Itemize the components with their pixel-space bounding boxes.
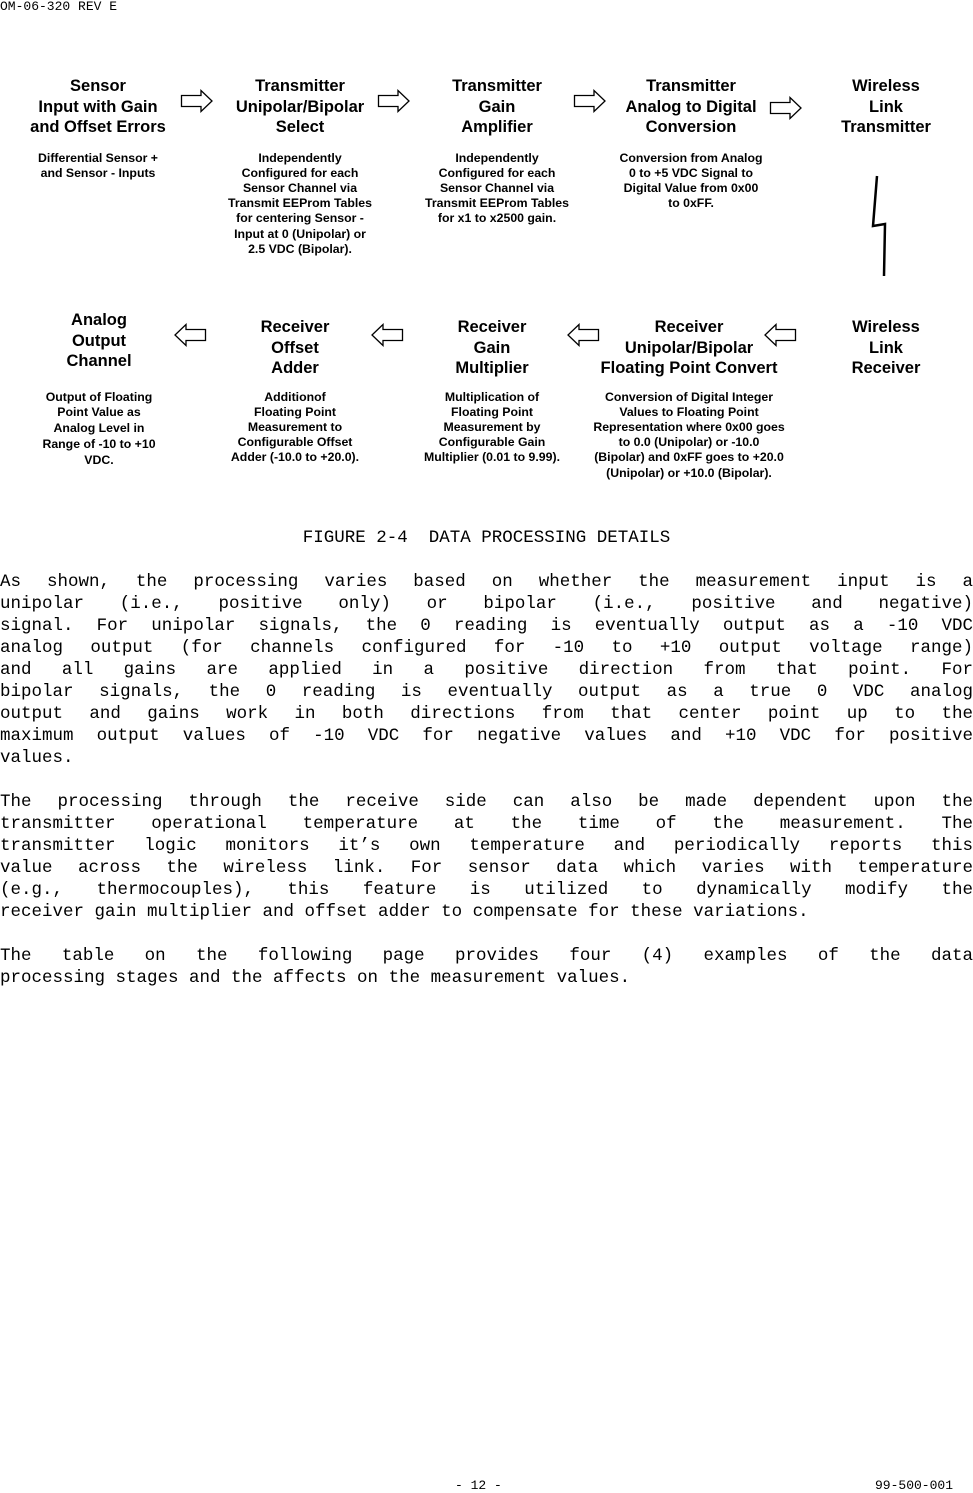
text-line: and all gains are applied in a positive direction from that point. For <box>0 660 973 680</box>
left-arrow-icon <box>173 323 207 347</box>
block-title: Transmitter Gain Amplifier <box>452 77 542 136</box>
text-line: receiver gain multiplier and offset adder to compensate for these variations. <box>0 902 809 922</box>
text-line: processing stages and the affects on the measurement values. <box>0 968 631 988</box>
text-line: As shown, the processing varies based on whether the measurement input is a <box>0 572 973 592</box>
block-sensor-input <box>2 76 194 181</box>
block-receiver-offset-adder <box>205 317 385 466</box>
text-line: maximum output values of -10 VDC for negative values and +10 VDC for positive <box>0 726 973 746</box>
text-line: unipolar (i.e., positive only) or bipolar (i.e., positive and negative) <box>0 594 973 614</box>
block-title: Receiver Offset Adder <box>260 318 330 377</box>
block-receiver-gain-multiplier <box>402 317 582 466</box>
text-line: (e.g., thermocouples), this feature is utilized to dynamically modify the <box>0 880 973 900</box>
block-description: Conversion from Analog 0 to +5 VDC Signal to Digital Value from 0x00 to 0xFF. <box>619 150 763 211</box>
block-title: Transmitter Analog to Digital Conversion <box>625 77 757 136</box>
wireless-link-bolt-icon <box>870 174 894 278</box>
right-arrow-icon <box>573 89 607 113</box>
right-arrow-icon <box>180 89 214 113</box>
paragraph-2 <box>0 791 973 923</box>
block-title: Receiver Unipolar/Bipolar Floating Point Convert <box>600 318 778 377</box>
block-title: Wireless Link Transmitter <box>841 77 931 136</box>
block-title: Transmitter Unipolar/Bipolar Select <box>235 77 365 136</box>
block-transmitter-gain-amplifier <box>402 76 592 227</box>
block-description: Conversion of Digital Integer Values to Floating Point Representation where 0x00 goes to 0.0 (Unipolar) or -10.0 (Bipolar) and 0xFF goes to +20.0 (Unipolar) or +10.0 (Bipolar). <box>593 389 785 480</box>
block-wireless-link-transmitter <box>816 76 956 138</box>
text-line: value across the wireless link. For sensor data which varies with temperature <box>0 858 973 878</box>
text-line: transmitter operational temperature at the time of the measurement. The <box>0 814 973 834</box>
text-line: The processing through the receive side can also be made dependent upon the <box>0 792 973 812</box>
text-line: analog output (for channels configured for -10 to +10 output voltage range) <box>0 638 973 658</box>
text-line: bipolar signals, the 0 reading is eventually output as a true 0 VDC analog <box>0 682 973 702</box>
document-id-header: OM-06-320 REV E <box>0 0 118 14</box>
block-title: Receiver Gain Multiplier <box>455 318 529 377</box>
block-title: Wireless Link Receiver <box>851 318 921 377</box>
block-analog-output-channel <box>14 310 184 468</box>
right-arrow-icon <box>377 89 411 113</box>
text-line: transmitter logic monitors it’s own temperature and periodically reports this <box>0 836 973 856</box>
block-description: Output of Floating Point Value as Analog Level in Range of -10 to +10 VDC. <box>42 389 156 467</box>
left-arrow-icon <box>566 323 600 347</box>
left-arrow-icon <box>763 323 797 347</box>
block-transmitter-analog-to-digital <box>596 76 786 211</box>
block-description: Independently Configured for each Sensor Channel via Transmit EEProm Tables for centering Sensor - Input at 0 (Unipolar) or 2.5 VDC (Bipolar). <box>228 150 372 256</box>
block-description: Multiplication of Floating Point Measurement by Configurable Gain Multiplier (0.01 to 9.99). <box>424 389 560 465</box>
page-number: - 12 - <box>455 1478 502 1493</box>
document-number-footer: 99-500-001 <box>875 1478 954 1493</box>
text-line: The table on the following page provides four (4) examples of the data <box>0 946 973 966</box>
block-description: Additionof Floating Point Measurement to Configurable Offset Adder (-10.0 to +20.0). <box>230 389 360 465</box>
text-line: output and gains work in both directions from that center point up to the <box>0 704 973 724</box>
block-title: Analog Output Channel <box>66 311 132 370</box>
paragraph-1 <box>0 571 973 769</box>
block-description: Independently Configured for each Sensor Channel via Transmit EEProm Tables for x1 to x2500 gain. <box>425 150 569 226</box>
right-arrow-icon <box>769 96 803 120</box>
text-line: values. <box>0 748 74 768</box>
block-transmitter-unipolar-bipolar-select <box>205 76 395 257</box>
block-description: Differential Sensor + and Sensor - Inputs <box>38 150 158 180</box>
paragraph-3 <box>0 945 973 989</box>
text-line: signal. For unipolar signals, the 0 reading is eventually output as a -10 VDC <box>0 616 973 636</box>
block-title: Sensor Input with Gain and Offset Errors <box>30 77 166 136</box>
figure-caption: FIGURE 2-4 DATA PROCESSING DETAILS <box>302 528 671 548</box>
left-arrow-icon <box>370 323 404 347</box>
block-wireless-link-receiver <box>816 317 956 379</box>
